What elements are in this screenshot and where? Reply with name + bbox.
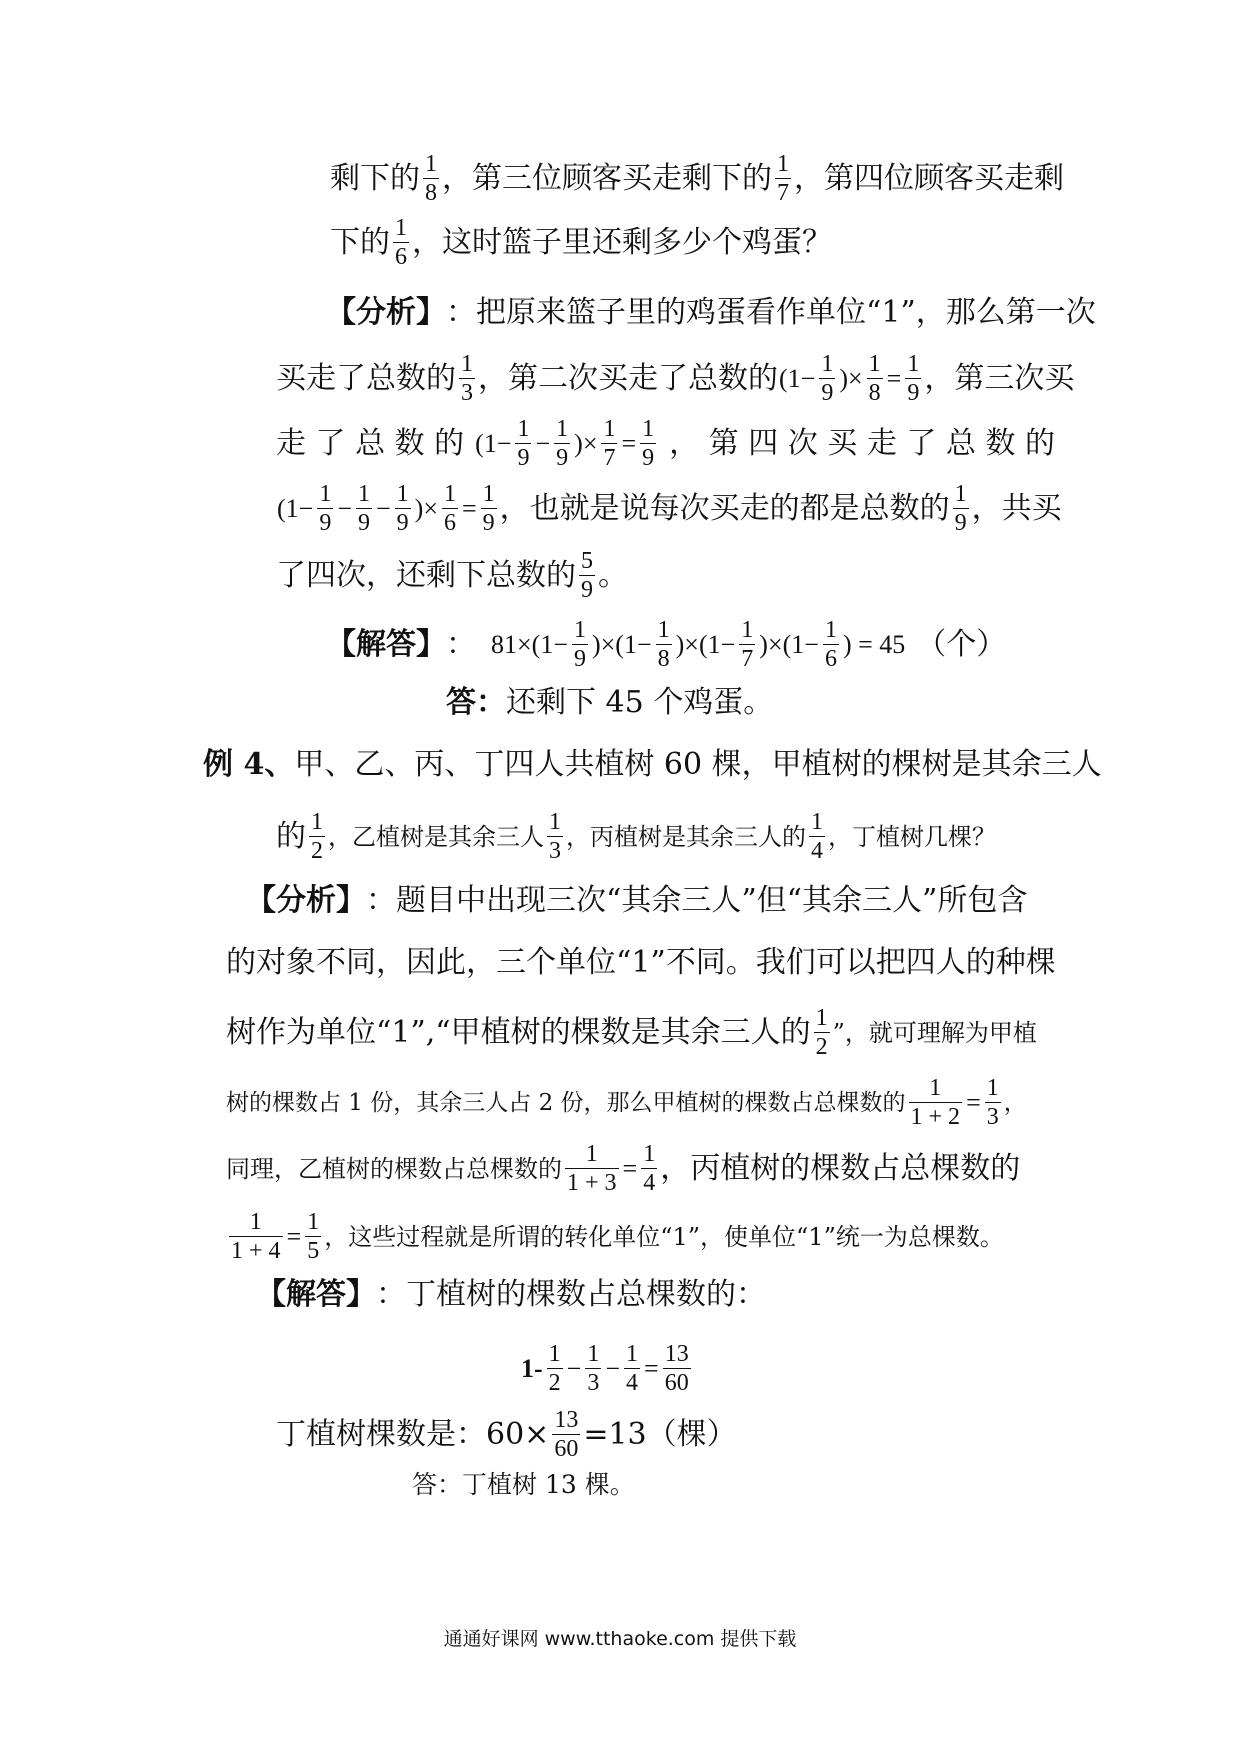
text-segment: 的 (276, 818, 306, 854)
fraction: $\frac{1}{2}$ (548, 1341, 561, 1396)
text-segment: ， (1003, 1089, 1027, 1116)
text-segment: ：丁植树的棵数占总棵数的： (376, 1277, 766, 1312)
text-segment: ，也就是说每次买走的都是总数的 (499, 490, 950, 526)
text-segment: ，第三次买 (924, 360, 1075, 396)
text-segment: ，第四位顾客买走剩 (794, 160, 1064, 196)
text-segment: ，丙植树是其余三人的 (566, 822, 806, 851)
fraction: $\frac{1}{4}$ (626, 1341, 639, 1396)
fraction: $\frac{1}{8}$ (657, 617, 670, 672)
analysis4-line-5 (226, 1140, 1020, 1197)
text-segment: 丁植树棵数是：60× (276, 1416, 550, 1452)
fraction: $\frac{1}{9}$ (482, 481, 495, 536)
fraction: $\frac{1}{3}$ (549, 809, 561, 864)
math-operator: = (462, 493, 477, 523)
fraction: $\frac{1}{8}$ (868, 351, 881, 406)
math-operator: = (622, 1153, 638, 1183)
fraction: $\frac{1}{4}$ (643, 1141, 656, 1196)
text-segment: ，第三位顾客买走剩下的 (442, 160, 772, 196)
math-operator: − (376, 493, 391, 523)
text-segment: ，乙植树是其余三人 (328, 822, 544, 851)
math-operator: (1− (475, 428, 512, 458)
text-segment: ，第二次买走了总数的 (478, 360, 778, 396)
text-segment: 树的棵数占 1 份，其余三人占 2 份，那么甲植树的棵数占总棵数的 (226, 1089, 906, 1116)
math-operator: )×(1− (759, 629, 819, 659)
math-operator: )× (839, 363, 863, 393)
fraction: $\frac{1}{9}$ (573, 617, 586, 672)
text-segment: ，这时篮子里还剩多少个鸡蛋？ (412, 224, 832, 260)
text-segment: 还剩下 45 个鸡蛋。 (506, 685, 774, 720)
fraction: $\frac{1}{6}$ (395, 215, 407, 270)
text-segment: 。 (598, 557, 628, 593)
solution4-line-1 (256, 1272, 766, 1318)
analysis4-line-6 (226, 1208, 1004, 1265)
fraction: $\frac{1}{4}$ (811, 809, 823, 864)
analysis-line-4 (276, 480, 1062, 537)
analysis-line-2 (276, 350, 1074, 407)
fraction: $\frac{1}{9}$ (821, 351, 834, 406)
text-segment: 同理，乙植树的棵数占总棵数的 (226, 1154, 562, 1183)
example4-line-2 (276, 808, 996, 865)
fraction: $\frac{1}{9}$ (396, 481, 409, 536)
solution-label: 【解答】 (256, 1277, 376, 1312)
fraction: $\frac{13}{60}$ (554, 1407, 579, 1462)
text-segment: 走 了 总 数 的 (276, 425, 465, 461)
fraction: $\frac{1}{5}$ (307, 1209, 320, 1264)
unit-label: （个） (916, 626, 1007, 662)
text-segment: 甲、乙、丙、丁四人共植树 60 棵，甲植树的棵树是其余三人 (294, 747, 1102, 782)
fraction: $\frac{1}{3}$ (587, 1341, 600, 1396)
analysis4-line-4 (226, 1074, 1027, 1131)
math-operator: 1- (521, 1353, 543, 1383)
math-operator: = (286, 1221, 302, 1251)
math-operator: − (605, 1353, 621, 1383)
text-segment: 答：丁植树 13 棵。 (412, 1470, 635, 1499)
analysis4-line-1 (246, 878, 1027, 924)
solution4-line-2 (276, 1406, 737, 1463)
answer4-line (412, 1462, 635, 1508)
math-operator: )×(1− (591, 629, 652, 659)
math-operator: 81×(1− (491, 629, 568, 659)
problem3-line-2 (330, 214, 832, 271)
problem3-line-1 (330, 150, 1064, 207)
math-operator: = (886, 363, 902, 393)
text-segment: ， 第 四 次 买 走 了 总 数 的 (669, 425, 1055, 461)
fraction: $\frac{1}{9}$ (319, 481, 332, 536)
text-segment: 了四次，还剩下总数的 (276, 557, 576, 593)
analysis4-line-3 (226, 1004, 1037, 1061)
text-segment: ：把原来篮子里的鸡蛋看作单位“1”，那么第一次 (446, 295, 1096, 330)
solution-line (326, 616, 1006, 673)
footer-note: 通通好课网 www.tthaoke.com 提供下载 (443, 1628, 797, 1650)
text-segment: 剩下的 (330, 160, 420, 196)
fraction: $\frac{1}{7}$ (777, 151, 789, 206)
math-operator: ) = 45 (842, 629, 906, 659)
example4-line-1 (203, 742, 1102, 788)
example-label: 例 4、 (203, 747, 295, 782)
analysis-line-3 (276, 415, 1055, 472)
analysis-label: 【分析】 (246, 883, 366, 918)
math-operator: (1− (779, 363, 816, 393)
fraction: $\frac{1}{6}$ (444, 481, 456, 536)
analysis-line-5 (276, 547, 628, 604)
answer-label: 答： (446, 685, 506, 720)
math-operator: − (535, 428, 551, 458)
fraction: $\frac{1}{7}$ (741, 617, 754, 672)
fraction: $\frac{1}{1 + 3}$ (567, 1141, 617, 1196)
text-segment: 下的 (330, 224, 390, 260)
text-segment: 树作为单位“1”,“甲植树的棵数是其余三人的 (226, 1014, 811, 1050)
math-operator: = (966, 1087, 981, 1117)
text-segment: =13（棵） (583, 1416, 737, 1452)
answer-line (446, 680, 773, 726)
fraction: $\frac{5}{9}$ (581, 548, 593, 603)
fraction: $\frac{1}{9}$ (907, 351, 920, 406)
math-operator: )×(1− (675, 629, 736, 659)
fraction: $\frac{13}{60}$ (664, 1341, 689, 1396)
fraction: $\frac{1}{1 + 4}$ (231, 1209, 281, 1264)
text-segment: ：题目中出现三次“其余三人”但“其余三人”所包含 (366, 883, 1028, 918)
fraction: $\frac{1}{9}$ (556, 416, 569, 471)
solution-label: 【解答】 (326, 626, 446, 662)
fraction: $\frac{1}{7}$ (603, 416, 616, 471)
analysis-line-1 (326, 290, 1096, 336)
text-segment: ，丁植树几棵？ (828, 822, 996, 851)
math-operator: = (644, 1353, 659, 1383)
fraction: $\frac{1}{9}$ (358, 481, 370, 536)
math-operator: )× (574, 428, 598, 458)
fraction: $\frac{1}{9}$ (642, 416, 655, 471)
fraction: $\frac{1}{6}$ (824, 617, 837, 672)
math-operator: − (566, 1353, 582, 1383)
fraction: $\frac{1}{1 + 2}$ (910, 1075, 961, 1130)
analysis4-line-2 (226, 940, 1056, 986)
text-segment: 买走了总数的 (276, 360, 456, 396)
text-segment: ”，就可理解为甲植 (832, 1018, 1037, 1047)
text-segment: ，这些过程就是所谓的转化单位“1”，使单位“1”统一为总棵数。 (324, 1222, 1004, 1251)
math-operator: (1− (277, 493, 314, 523)
solution4-expression (520, 1340, 694, 1397)
fraction: $\frac{1}{9}$ (517, 416, 530, 471)
fraction: $\frac{1}{2}$ (311, 809, 323, 864)
math-operator: )× (414, 493, 438, 523)
fraction: $\frac{1}{8}$ (425, 151, 437, 206)
fraction: $\frac{1}{2}$ (815, 1005, 828, 1060)
text-segment: ，丙植树的棵数占总棵数的 (660, 1150, 1021, 1186)
text-segment: ： (446, 626, 476, 662)
analysis-label: 【分析】 (326, 295, 446, 330)
fraction: $\frac{1}{3}$ (986, 1075, 999, 1130)
text-segment: ，共买 (971, 490, 1062, 526)
fraction: $\frac{1}{9}$ (954, 481, 967, 536)
math-operator: − (337, 493, 352, 523)
text-segment: 的对象不同，因此，三个单位“1”不同。我们可以把四人的种棵 (226, 945, 1056, 980)
fraction: $\frac{1}{3}$ (461, 351, 473, 406)
math-operator: = (621, 428, 637, 458)
